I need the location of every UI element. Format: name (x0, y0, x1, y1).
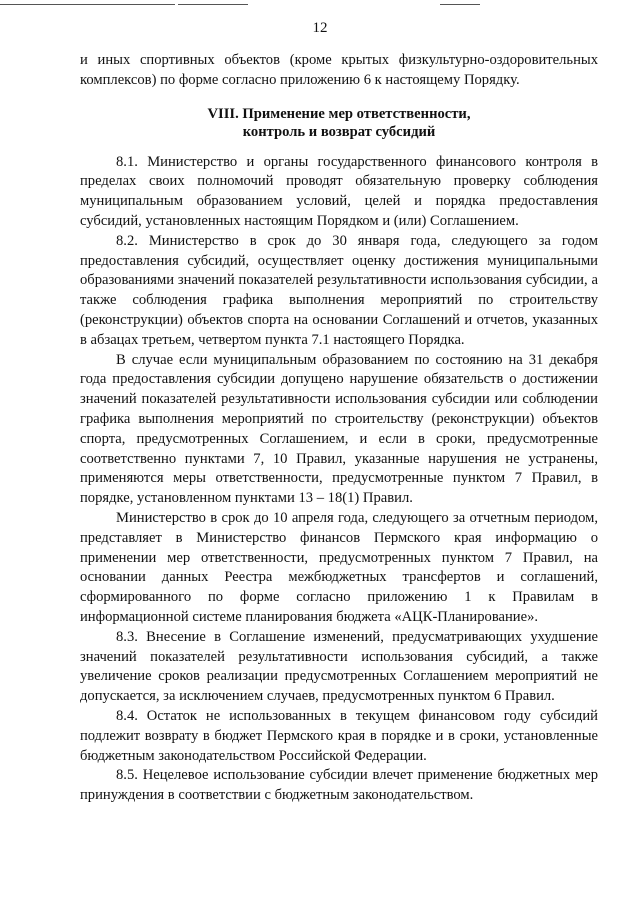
section-heading (80, 105, 598, 141)
paragraph-violation: В случае если муниципальным образованием по состоянию на 31 декабря года предоставления субсидии допущено нарушение обязательств о достижении значений показателей результативности использования субсидии или соблюдении графика выполнения мероприятий по строительству (реконструкции) объектов спорта, предусмотренных Соглашением, и если в сроки, предусмотренные соответственно пунктами 7, 10 Правил, указанные нарушения не устранены, применяются меры ответственности, предусмотренные пунктом 7 Правил, в порядке, установленном пунктами 13 – 18(1) Правил. (80, 351, 598, 507)
scan-edge-line (0, 4, 175, 5)
paragraph-ministry-report: Министерство в срок до 10 апреля года, следующего за отчетным периодом, представляет в Министерство финансов Пермского края информацию о применении мер ответственности, предусмотренных пунктом 7 Правил, на основании данных Реестра межбюджетных трансфертов и соглашений, сформированного по форме согласно приложению 1 к Правилам в информационной системе планирования бюджета «АЦК-Планирование». (80, 509, 598, 625)
section-title-line-1: VIII. Применение мер ответственности, (207, 105, 471, 122)
scan-edge-line (440, 4, 480, 5)
document-body (80, 51, 598, 806)
paragraph-8-5: 8.5. Нецелевое использование субсидии влечет применение бюджетных мер принуждения в соответствии с бюджетным законодательством. (80, 767, 598, 804)
paragraph-8-4: 8.4. Остаток не использованных в текущем финансовом году субсидий подлежит возврату в бюджет Пермского края в порядке и в сроки, установленные бюджетным законодательством Российской Федерации. (80, 707, 598, 764)
section-title-line-2: контроль и возврат субсидий (242, 123, 436, 140)
intro-paragraph: и иных спортивных объектов (кроме крытых физкультурно-оздоровительных комплексов) по форме согласно приложению 6 к настоящему Порядку. (80, 52, 598, 88)
page-number: 12 (312, 20, 328, 36)
paragraph-8-2: 8.2. Министерство в срок до 30 января года, следующего за годом предоставления субсидий, осуществляет оценку достижения муниципальными образованиями значений показателей результативности использования субсидии, а также соблюдения графика выполнения мероприятий по строительству (реконструкции) объектов спорта на основании Соглашений и отчетов, указанных в абзацах третьем, четвертом пункта 7.1 настоящего Порядка. (80, 232, 598, 348)
scan-edge-line (178, 4, 248, 5)
paragraph-8-1: 8.1. Министерство и органы государственного финансового контроля в пределах своих полномочий проводят обязательную проверку соблюдения муниципальным образованием условий, целей и порядка предоставления субсидий, установленных настоящим Порядком и (или) Соглашением. (80, 153, 598, 229)
paragraph-8-3: 8.3. Внесение в Соглашение изменений, предусматривающих ухудшение значений показателей результативности использования субсидий, а также увеличение сроков реализации предусмотренных Соглашением мероприятий не допускается, за исключением случаев, предусмотренных пунктом 6 Правил. (80, 628, 598, 705)
